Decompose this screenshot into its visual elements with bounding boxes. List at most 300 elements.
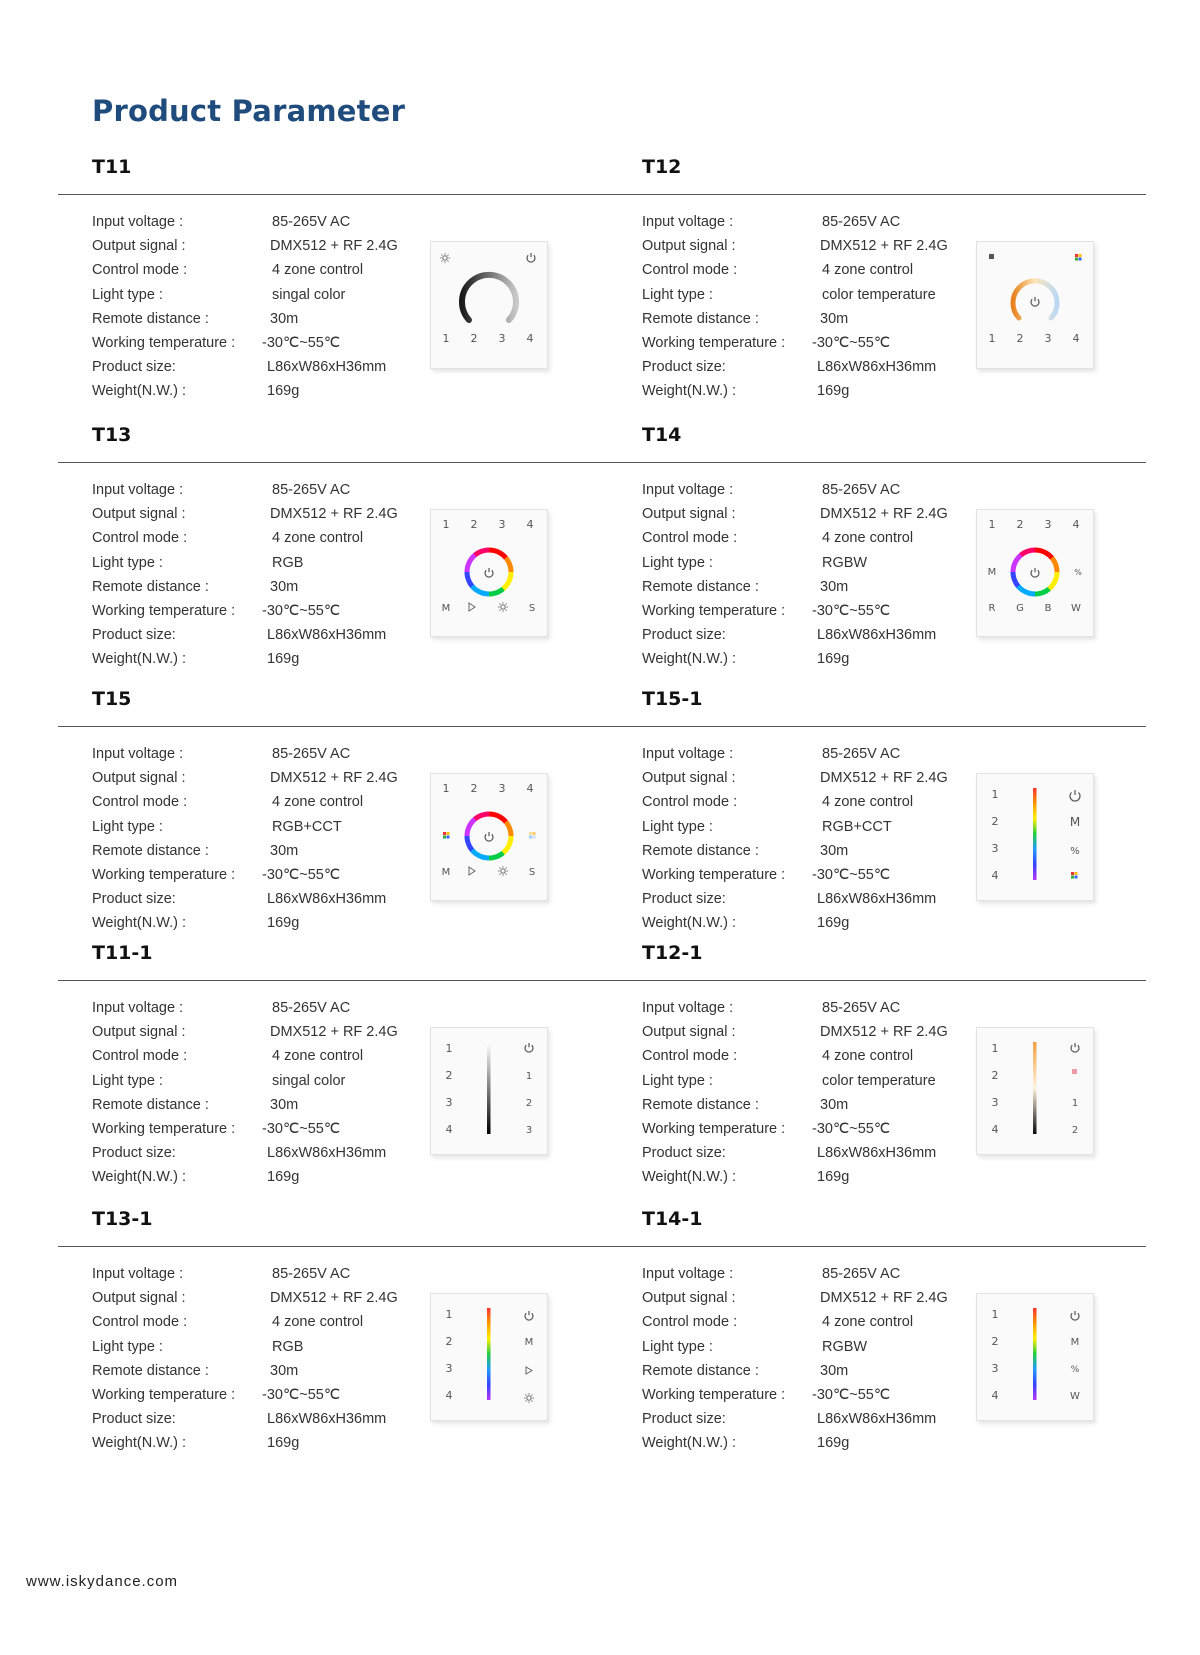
panel-button-label: 2	[991, 1335, 999, 1348]
spec-value: 85-265V AC	[822, 1266, 901, 1282]
panel-button-label: M	[524, 1337, 534, 1348]
model-heading: T12	[642, 156, 682, 178]
spec-value: L86xW86xH36mm	[817, 1411, 937, 1428]
spec-value: 4 zone control	[272, 262, 364, 279]
panel-button-label: 3	[498, 518, 506, 531]
panel-button-label: B	[1044, 603, 1052, 614]
color-grid-icon	[1079, 254, 1082, 257]
color-grid-icon	[1075, 876, 1078, 879]
spec-value: -30℃~55℃	[812, 603, 891, 619]
color-ring-segment	[468, 843, 470, 847]
spec-label: Control mode :	[92, 1314, 188, 1331]
color-ring-segment	[510, 564, 511, 568]
spec-label: Product size:	[92, 1411, 176, 1428]
color-ring-segment	[493, 550, 497, 551]
spec-value: 30m	[270, 1096, 299, 1113]
spec-label: Remote distance :	[92, 1096, 209, 1113]
panel-button-label: 4	[991, 1389, 999, 1402]
wb-percent-icon: %	[1070, 1365, 1080, 1375]
spec-value: -30℃~55℃	[262, 1387, 341, 1403]
panel-button-label: 1	[442, 518, 450, 531]
spec-value: DMX512 + RF 2.4G	[820, 506, 948, 523]
spec-value: 4 zone control	[822, 530, 914, 547]
wall-panel-image	[976, 1293, 1094, 1421]
color-ring-segment	[470, 558, 472, 561]
color-ring-segment	[467, 564, 468, 568]
spec-value: L86xW86xH36mm	[267, 1411, 387, 1428]
speed-icon	[526, 1367, 532, 1374]
panel-button-label: M	[441, 867, 451, 878]
spec-label: Weight(N.W.) :	[92, 1435, 186, 1452]
spec-label: Product size:	[92, 891, 176, 908]
panel-button-label: 4	[445, 1123, 453, 1136]
spec-value: 30m	[820, 1096, 849, 1113]
panel-button-label: 2	[1016, 332, 1024, 345]
spec-label: Weight(N.W.) :	[642, 1169, 736, 1186]
brightness-icon-ray	[499, 603, 500, 604]
spec-value: RGB+CCT	[822, 818, 892, 835]
spec-label: Remote distance :	[92, 310, 209, 327]
spec-label: Remote distance :	[92, 842, 209, 859]
panel-button-label: M	[441, 603, 451, 614]
spec-value: RGBW	[822, 1338, 868, 1355]
cct-icon	[1072, 1069, 1077, 1074]
panel-button-label: 4	[1072, 332, 1080, 345]
wb-percent-icon: %	[1070, 846, 1080, 857]
spec-label: Weight(N.W.) :	[642, 383, 736, 400]
panel-button-label: 3	[525, 1125, 533, 1136]
color-ring-segment	[493, 593, 497, 594]
spec-value: L86xW86xH36mm	[817, 1145, 937, 1162]
color-ring-segment	[496, 591, 500, 593]
color-ring-segment	[503, 850, 506, 853]
spec-label: Weight(N.W.) :	[642, 1435, 736, 1452]
spec-value: 4 zone control	[272, 1048, 364, 1065]
color-ring-segment	[470, 583, 472, 586]
spec-label: Working temperature :	[642, 1121, 786, 1137]
color-ring-segment	[478, 551, 482, 553]
panel-button-label: 3	[445, 1096, 453, 1109]
color-ring-segment	[475, 853, 478, 855]
spec-value: 169g	[817, 915, 850, 932]
color-ring-segment	[1039, 593, 1043, 594]
row-divider	[58, 726, 1146, 727]
brightness-icon-ray	[499, 867, 500, 868]
spec-value: -30℃~55℃	[812, 335, 891, 351]
spec-value: 169g	[817, 1169, 850, 1186]
spec-value: L86xW86xH36mm	[267, 627, 387, 644]
spec-value: 30m	[820, 1362, 849, 1379]
color-ring-segment	[481, 550, 485, 551]
color-grid-icon	[1075, 872, 1078, 875]
spec-label: Weight(N.W.) :	[92, 651, 186, 668]
panel-button-label: 2	[1016, 518, 1024, 531]
brightness-icon-ray	[447, 254, 448, 255]
color-ring-segment	[1049, 586, 1052, 589]
spec-value: L86xW86xH36mm	[267, 891, 387, 908]
panel-button-label: 2	[991, 1069, 999, 1082]
row-divider	[58, 1246, 1146, 1247]
spec-value: 169g	[817, 1435, 850, 1452]
spec-label: Input voltage :	[642, 214, 734, 230]
panel-button-label: 2	[470, 782, 478, 795]
color-ring-segment	[500, 817, 503, 819]
wall-panel-image	[976, 241, 1094, 369]
spec-label: Control mode :	[92, 794, 188, 811]
color-ring-segment	[497, 551, 501, 553]
spec-label: Control mode :	[642, 1048, 738, 1065]
color-ring-segment	[475, 553, 478, 555]
color-ring-segment	[506, 822, 508, 825]
color-ring-segment	[1056, 564, 1057, 568]
color-ring-segment	[472, 555, 475, 558]
panel-button-label: 3	[498, 782, 506, 795]
spec-value: RGB+CCT	[272, 818, 342, 835]
color-ring-segment	[1039, 550, 1043, 551]
spec-value: -30℃~55℃	[812, 1387, 891, 1403]
spec-value: 30m	[820, 310, 849, 327]
model-heading: T12-1	[642, 942, 703, 964]
panel-button-label: 1	[442, 782, 450, 795]
panel-button-label: 1	[1071, 1098, 1079, 1109]
spec-label: Remote distance :	[642, 1096, 759, 1113]
spec-label: Control mode :	[642, 1314, 738, 1331]
color-ring-segment	[508, 825, 510, 829]
brightness-icon-ray	[531, 1400, 532, 1401]
color-ring-segment	[468, 825, 470, 829]
color-ring-segment	[1024, 591, 1028, 593]
color-ring-segment	[1054, 580, 1056, 584]
brightness-icon-ray	[441, 260, 442, 261]
spec-label: Input voltage :	[642, 746, 734, 762]
color-ring-segment	[503, 819, 506, 822]
color-ring-segment	[506, 847, 508, 850]
spec-value: -30℃~55℃	[812, 1121, 891, 1137]
color-ring-segment	[1016, 583, 1018, 586]
color-ring-segment	[496, 855, 500, 857]
spec-value: 169g	[817, 651, 850, 668]
color-ring-segment	[1054, 561, 1056, 565]
spec-label: Light type :	[642, 1338, 713, 1355]
panel-button-label: 2	[445, 1069, 453, 1082]
panel-button-label: 3	[498, 332, 506, 345]
color-ring-segment	[472, 819, 475, 822]
color-ring-segment	[478, 591, 482, 593]
color-ring-segment	[472, 850, 475, 853]
spec-label: Light type :	[92, 286, 163, 303]
spec-label: Light type :	[92, 818, 163, 835]
color-ring-segment	[506, 558, 508, 561]
color-ring-segment	[1013, 564, 1014, 568]
row-divider	[58, 194, 1146, 195]
spec-value: DMX512 + RF 2.4G	[820, 1290, 948, 1307]
brightness-icon-ray	[441, 254, 442, 255]
spec-label: Output signal :	[92, 1024, 186, 1041]
cct-grid-icon	[533, 836, 536, 839]
spec-label: Weight(N.W.) :	[92, 1169, 186, 1186]
color-ring-segment	[493, 857, 497, 858]
spec-value: 85-265V AC	[822, 214, 901, 230]
color-ring-segment	[510, 828, 511, 832]
brightness-icon-ray	[531, 1394, 532, 1395]
spec-label: Remote distance :	[642, 1362, 759, 1379]
spec-label: Working temperature :	[642, 1387, 786, 1403]
color-ring-segment	[1021, 553, 1024, 555]
model-heading: T15	[92, 688, 132, 710]
spec-value: -30℃~55℃	[812, 867, 891, 883]
spec-label: Light type :	[92, 554, 163, 571]
color-grid-icon	[447, 836, 450, 839]
color-ring-segment	[470, 822, 472, 825]
brightness-icon	[501, 869, 505, 873]
spec-label: Remote distance :	[642, 578, 759, 595]
spec-label: Input voltage :	[92, 214, 184, 230]
spec-value: 30m	[270, 842, 299, 859]
spec-label: Working temperature :	[92, 1387, 236, 1403]
spec-value: -30℃~55℃	[262, 867, 341, 883]
wall-panel-image	[976, 773, 1094, 901]
panel-button-label: M	[1069, 815, 1081, 829]
panel-button-label: 1	[991, 788, 999, 801]
spec-value: L86xW86xH36mm	[817, 359, 937, 376]
spec-label: Output signal :	[92, 770, 186, 787]
spec-value: 4 zone control	[822, 1314, 914, 1331]
color-ring-segment	[500, 853, 503, 855]
panel-button-label: W	[1071, 603, 1081, 614]
spec-value: 85-265V AC	[822, 746, 901, 762]
spec-label: Output signal :	[642, 770, 736, 787]
panel-button-label: S	[528, 603, 536, 614]
brightness-icon-ray	[499, 873, 500, 874]
panel-button-label: 4	[526, 782, 534, 795]
spec-value: color temperature	[822, 286, 936, 303]
spec-value: 4 zone control	[272, 530, 364, 547]
page-title: Product Parameter	[92, 94, 406, 128]
panel-button-label: 1	[445, 1042, 453, 1055]
spec-label: Weight(N.W.) :	[92, 383, 186, 400]
brightness-icon	[501, 605, 505, 609]
color-ring-segment	[1014, 561, 1016, 565]
model-heading: T13	[92, 424, 132, 446]
spec-label: Output signal :	[92, 238, 186, 255]
brightness-icon-ray	[499, 609, 500, 610]
spec-value: -30℃~55℃	[262, 1121, 341, 1137]
spec-value: 85-265V AC	[272, 1000, 351, 1016]
spec-label: Control mode :	[642, 530, 738, 547]
color-ring-segment	[1021, 589, 1024, 591]
panel-button-label: G	[1016, 603, 1024, 614]
spec-label: Remote distance :	[642, 842, 759, 859]
color-ring-segment	[467, 840, 468, 844]
color-ring-segment	[467, 576, 468, 580]
spec-value: 30m	[820, 842, 849, 859]
brightness-icon-ray	[505, 867, 506, 868]
spec-label: Product size:	[642, 1145, 726, 1162]
panel-button-label: 4	[1072, 518, 1080, 531]
spec-label: Working temperature :	[642, 603, 786, 619]
spec-value: 169g	[267, 915, 300, 932]
color-grid-icon	[443, 832, 446, 835]
panel-button-label: S	[528, 867, 536, 878]
row-divider	[58, 980, 1146, 981]
spec-value: 30m	[270, 578, 299, 595]
spec-value: 30m	[820, 578, 849, 595]
spec-label: Product size:	[92, 359, 176, 376]
spec-label: Output signal :	[642, 1290, 736, 1307]
panel-button-label: 3	[1044, 518, 1052, 531]
cct-grid-icon	[529, 836, 532, 839]
color-ring-segment	[468, 561, 470, 565]
brightness-icon-ray	[447, 260, 448, 261]
wall-panel-image	[430, 1027, 548, 1155]
color-ring-segment	[506, 583, 508, 586]
spec-label: Input voltage :	[642, 1266, 734, 1282]
spec-value: L86xW86xH36mm	[817, 891, 937, 908]
spec-label: Output signal :	[642, 1024, 736, 1041]
spec-label: Output signal :	[92, 506, 186, 523]
color-ring-segment	[467, 828, 468, 832]
wall-panel-image	[430, 1293, 548, 1421]
brightness-icon-ray	[505, 873, 506, 874]
cct-grid-icon	[529, 832, 532, 835]
spec-label: Product size:	[642, 1411, 726, 1428]
spec-value: DMX512 + RF 2.4G	[270, 770, 398, 787]
touch-slider-bar	[1033, 1042, 1037, 1134]
spec-value: L86xW86xH36mm	[267, 1145, 387, 1162]
spec-label: Working temperature :	[92, 603, 236, 619]
panel-button-label: 3	[1044, 332, 1052, 345]
color-ring-segment	[1049, 555, 1052, 558]
spec-label: Working temperature :	[92, 335, 236, 351]
panel-button-label: 2	[991, 815, 999, 828]
color-ring-segment	[475, 589, 478, 591]
color-ring-segment	[1056, 576, 1057, 580]
panel-button-label: 2	[1071, 1125, 1079, 1136]
spec-value: 85-265V AC	[272, 482, 351, 498]
spec-label: Control mode :	[92, 262, 188, 279]
spec-value: 85-265V AC	[822, 1000, 901, 1016]
spec-label: Control mode :	[642, 794, 738, 811]
brightness-knob-arc	[462, 275, 516, 320]
spec-value: DMX512 + RF 2.4G	[820, 238, 948, 255]
panel-button-label: 4	[991, 1123, 999, 1136]
model-heading: T14	[642, 424, 682, 446]
model-heading: T13-1	[92, 1208, 153, 1230]
spec-value: 85-265V AC	[822, 482, 901, 498]
spec-value: singal color	[272, 1072, 346, 1089]
color-ring-segment	[1043, 551, 1047, 553]
spec-label: Control mode :	[642, 262, 738, 279]
panel-button-label: M	[987, 567, 997, 578]
website-footer: www.iskydance.com	[26, 1573, 179, 1590]
brightness-icon	[443, 256, 447, 260]
wall-panel-image	[430, 509, 548, 637]
spec-value: color temperature	[822, 1072, 936, 1089]
spec-label: Product size:	[642, 359, 726, 376]
wall-panel-image	[430, 241, 548, 369]
color-ring-segment	[478, 855, 482, 857]
spec-label: Input voltage :	[92, 482, 184, 498]
panel-button-label: 1	[525, 1071, 533, 1082]
color-ring-segment	[481, 593, 485, 594]
color-ring-segment	[1027, 550, 1031, 551]
spec-label: Product size:	[642, 891, 726, 908]
spec-value: 85-265V AC	[272, 1266, 351, 1282]
spec-label: Weight(N.W.) :	[92, 915, 186, 932]
color-ring-segment	[472, 586, 475, 589]
spec-value: 4 zone control	[822, 262, 914, 279]
color-ring-segment	[1027, 593, 1031, 594]
panel-button-label: 1	[442, 332, 450, 345]
color-ring-segment	[510, 576, 511, 580]
model-heading: T14-1	[642, 1208, 703, 1230]
spec-label: Output signal :	[92, 1290, 186, 1307]
spec-value: DMX512 + RF 2.4G	[270, 506, 398, 523]
color-ring-segment	[478, 815, 482, 817]
spec-label: Remote distance :	[92, 578, 209, 595]
color-ring-segment	[481, 814, 485, 815]
spec-label: Light type :	[642, 1072, 713, 1089]
spec-value: L86xW86xH36mm	[817, 627, 937, 644]
spec-label: Product size:	[642, 627, 726, 644]
color-ring-segment	[508, 561, 510, 565]
spec-value: 30m	[270, 310, 299, 327]
brightness-icon-ray	[505, 603, 506, 604]
touch-slider-bar	[1033, 788, 1037, 880]
spec-value: DMX512 + RF 2.4G	[270, 1290, 398, 1307]
mode-icon	[989, 254, 994, 259]
spec-label: Light type :	[92, 1338, 163, 1355]
color-ring-segment	[500, 589, 503, 591]
panel-button-label: 4	[991, 869, 999, 882]
color-grid-icon	[447, 832, 450, 835]
panel-button-label: 3	[991, 1362, 999, 1375]
spec-label: Light type :	[642, 818, 713, 835]
color-ring-segment	[1042, 591, 1046, 593]
color-ring-segment	[1024, 551, 1028, 553]
spec-value: singal color	[272, 286, 346, 303]
spec-label: Product size:	[92, 627, 176, 644]
model-heading: T11	[92, 156, 132, 178]
spec-label: Working temperature :	[92, 867, 236, 883]
brightness-icon-ray	[525, 1400, 526, 1401]
color-ring-segment	[1018, 586, 1021, 589]
spec-label: Light type :	[642, 554, 713, 571]
panel-button-label: 1	[991, 1308, 999, 1321]
brightness-icon-ray	[505, 609, 506, 610]
spec-value: DMX512 + RF 2.4G	[270, 238, 398, 255]
color-ring-segment	[1018, 555, 1021, 558]
panel-button-label: 2	[470, 518, 478, 531]
spec-value: 4 zone control	[822, 1048, 914, 1065]
spec-value: DMX512 + RF 2.4G	[820, 1024, 948, 1041]
color-ring-segment	[503, 586, 506, 589]
color-ring-segment	[497, 815, 501, 817]
color-grid-icon	[1079, 258, 1082, 261]
panel-button-label: 3	[991, 1096, 999, 1109]
spec-value: 4 zone control	[272, 794, 364, 811]
spec-label: Input voltage :	[92, 746, 184, 762]
spec-label: Working temperature :	[92, 1121, 236, 1137]
spec-label: Output signal :	[642, 506, 736, 523]
row-divider	[58, 462, 1146, 463]
spec-label: Output signal :	[642, 238, 736, 255]
color-ring-segment	[1014, 579, 1016, 583]
color-ring-segment	[470, 847, 472, 850]
spec-label: Working temperature :	[642, 867, 786, 883]
color-ring-segment	[508, 844, 510, 848]
color-ring-segment	[500, 553, 503, 555]
